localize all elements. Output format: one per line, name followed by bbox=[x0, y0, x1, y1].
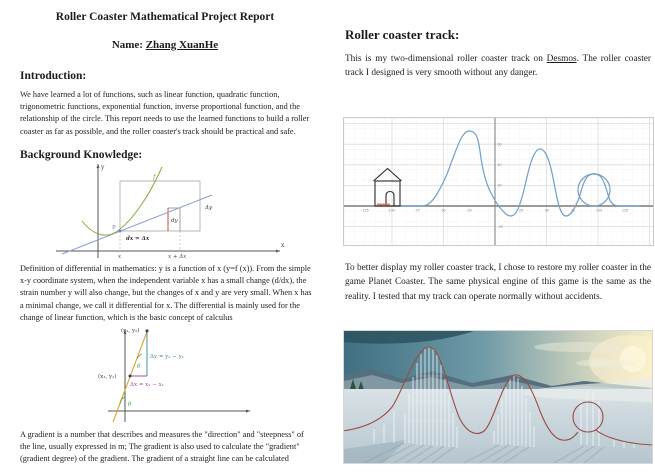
planet-coaster-paragraph: To better display my roller coaster track, I chose to restore my roller coaster in the game Planet Coaster. The same physical engine of this game is the same as the reality. I tested that my track can operate normally without accidents. bbox=[345, 263, 651, 302]
fig1-x-tick-label: x bbox=[118, 254, 122, 260]
fig1-dy-label: dy bbox=[171, 218, 178, 224]
gradient-figure bbox=[90, 326, 270, 424]
svg-text:40: 40 bbox=[497, 163, 502, 167]
fig1-x-axis-label: x bbox=[281, 242, 285, 249]
name-value: Zhang XuanHe bbox=[145, 39, 219, 51]
svg-text:-20: -20 bbox=[497, 225, 503, 229]
desmos-graph-figure bbox=[343, 117, 654, 246]
fig2-p2-label: (x₂, y₂) bbox=[121, 328, 140, 334]
svg-text:25: 25 bbox=[519, 208, 523, 213]
report-title: Roller Coaster Mathematical Project Report bbox=[55, 11, 275, 23]
fig1-y-axis-label: y bbox=[101, 164, 105, 171]
track-paragraph-before: This is my two-dimensional roller coaster track on bbox=[345, 54, 547, 64]
intro-paragraph: We have learned a lot of functions, such as linear function, quadratic function, trigonometric functions, exponential function, inverse proportional function, and the relationship of the circle. This report needs to use the learned functions to build a roller coaster as far as possible, and the roller coaster's track should be practical and safe. bbox=[20, 90, 310, 136]
track-heading: Roller coaster track: bbox=[345, 27, 460, 42]
svg-text:125: 125 bbox=[622, 208, 628, 213]
fig2-p1-label: (x₁, y₁) bbox=[98, 374, 117, 380]
svg-text:100: 100 bbox=[596, 208, 602, 213]
differential-diagram-svg bbox=[50, 161, 290, 261]
svg-text:60: 60 bbox=[497, 142, 502, 147]
svg-text:-50: -50 bbox=[440, 208, 446, 213]
svg-text:-75: -75 bbox=[414, 208, 420, 213]
track-paragraph bbox=[345, 52, 651, 81]
cloud-streak-2 bbox=[576, 359, 636, 367]
sun bbox=[620, 346, 646, 372]
differential-paragraph: Definition of differential in mathematics: y is a function of x (y=f (x)). From the simple x-y coordinate system, when the independent variable x has a small change (d/dx), the strain number y will also change, but the changes of x and y are very small. When x has a minimal change, we call it differential for x. The differential is mainly used for the change of linear function, which is the basic concept of calculus bbox=[20, 264, 312, 322]
background-heading: Background Knowledge: bbox=[20, 149, 143, 161]
house-point-label-mark bbox=[377, 204, 390, 206]
svg-text:50: 50 bbox=[545, 208, 549, 213]
gradient-diagram-svg bbox=[90, 326, 270, 424]
fig1-x-dx-tick-label: x + Δx bbox=[168, 254, 187, 260]
fig2-delta-y-label: Δy = y₂ − y₁ bbox=[150, 354, 184, 360]
svg-text:-125: -125 bbox=[361, 208, 369, 213]
fig1-delta-y-label: Δy bbox=[205, 205, 213, 211]
svg-text:-100: -100 bbox=[387, 208, 395, 213]
planet-coaster-image bbox=[343, 330, 653, 464]
svg-text:75: 75 bbox=[571, 208, 575, 213]
cloud-streak bbox=[534, 342, 624, 352]
fig2-theta2-label: θ bbox=[137, 364, 141, 370]
desmos-link[interactable]: Desmos bbox=[546, 54, 577, 64]
author-line bbox=[20, 39, 310, 51]
svg-text:20: 20 bbox=[497, 183, 502, 188]
fig1-curve-label: f bbox=[153, 173, 156, 181]
name-label: Name: bbox=[111, 39, 146, 51]
fig2-theta1-label: θ bbox=[128, 402, 132, 408]
svg-text:-25: -25 bbox=[466, 208, 472, 213]
desmos-graph-svg bbox=[344, 118, 653, 245]
fig2-delta-x-label: Δx = x₂ − x₁ bbox=[130, 382, 164, 388]
differential-figure bbox=[50, 161, 290, 261]
track-paragraph-after: . The roller coaster track I designed is very smooth without any danger. bbox=[345, 54, 652, 79]
fig1-dx-label: dx = Δx bbox=[126, 236, 150, 242]
gradient-paragraph: A gradient is a number that describes and measures the "direction" and "steepness" of the line, usually expressed in m; The gradient is also used to calculate the "gradient" (gradient degree) of the gradient. The gradient of a straight line can be calculated bbox=[20, 430, 304, 464]
intro-heading: Introduction: bbox=[20, 70, 87, 82]
planet-coaster-svg bbox=[344, 331, 652, 463]
fig1-point-label: P bbox=[112, 225, 116, 231]
